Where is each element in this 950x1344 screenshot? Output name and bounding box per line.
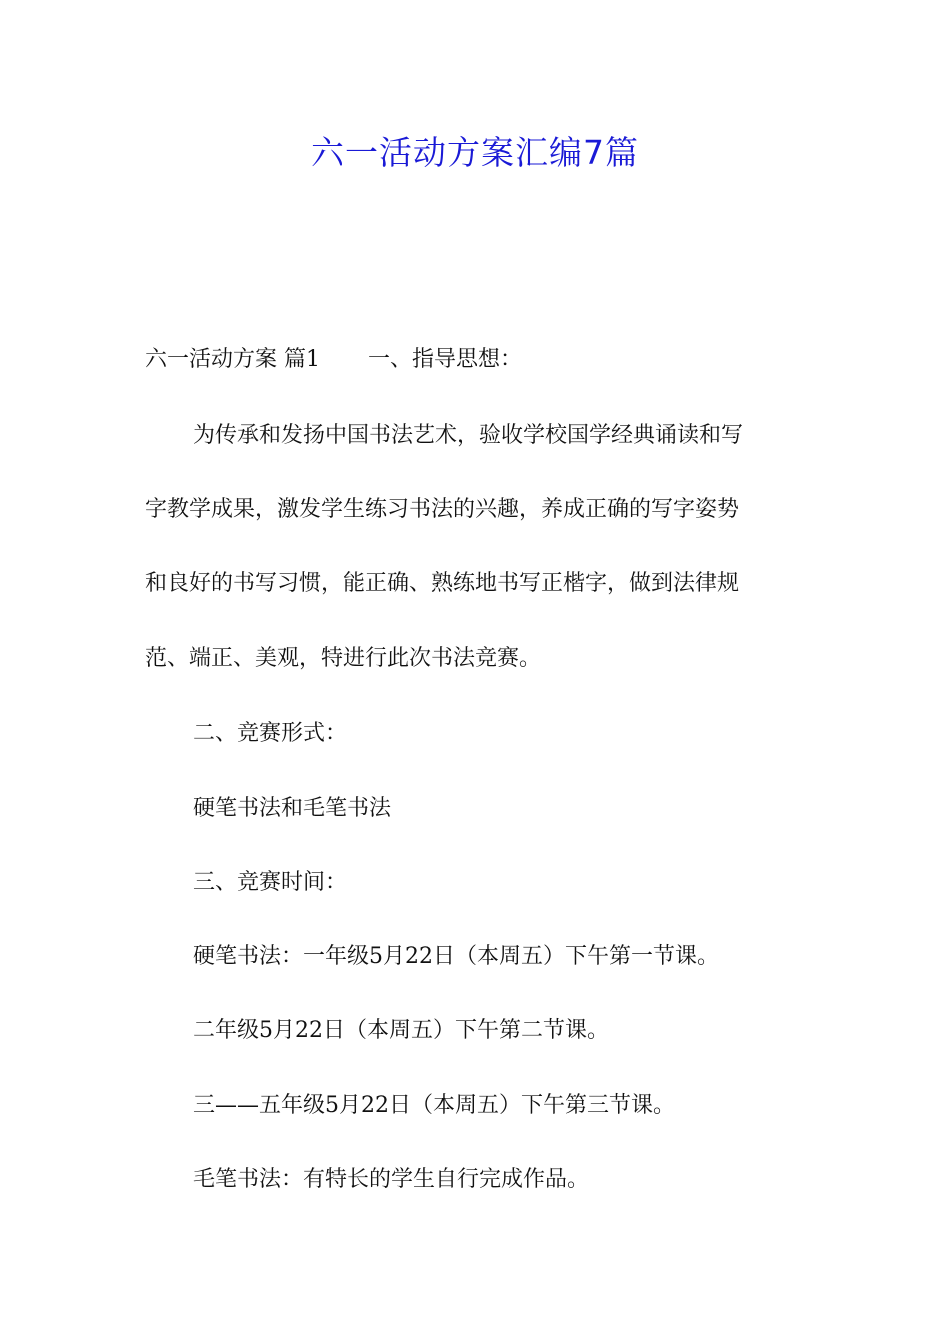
text-line: 三——五年级5月22日（本周五）下午第三节课。 — [193, 1093, 675, 1118]
section-heading-format: 二、竞赛形式： — [193, 721, 348, 746]
subsection-heading: 一、指导思想： — [368, 347, 523, 372]
paragraph-line: 和良好的书写习惯，能正确、熟练地书写正楷字，做到法律规 — [145, 571, 740, 596]
page-title: 六一活动方案汇编7篇 — [311, 133, 639, 172]
text-line: 二年级5月22日（本周五）下午第二节课。 — [193, 1018, 609, 1043]
paragraph-line: 为传承和发扬中国书法艺术，验收学校国学经典诵读和写 — [193, 423, 744, 448]
heading-line — [145, 344, 825, 376]
paragraph-line: 范、端正、美观，特进行此次书法竞赛。 — [145, 646, 542, 671]
text-line: 毛笔书法：有特长的学生自行完成作品。 — [193, 1167, 590, 1192]
paragraph-line: 字教学成果，激发学生练习书法的兴趣，养成正确的写字姿势 — [145, 497, 740, 522]
section-heading: 六一活动方案 篇1 — [145, 347, 320, 372]
text-line: 硬笔书法和毛笔书法 — [193, 796, 392, 821]
text-line: 硬笔书法：一年级5月22日（本周五）下午第一节课。 — [193, 944, 719, 969]
section-heading-time: 三、竞赛时间： — [193, 870, 348, 895]
